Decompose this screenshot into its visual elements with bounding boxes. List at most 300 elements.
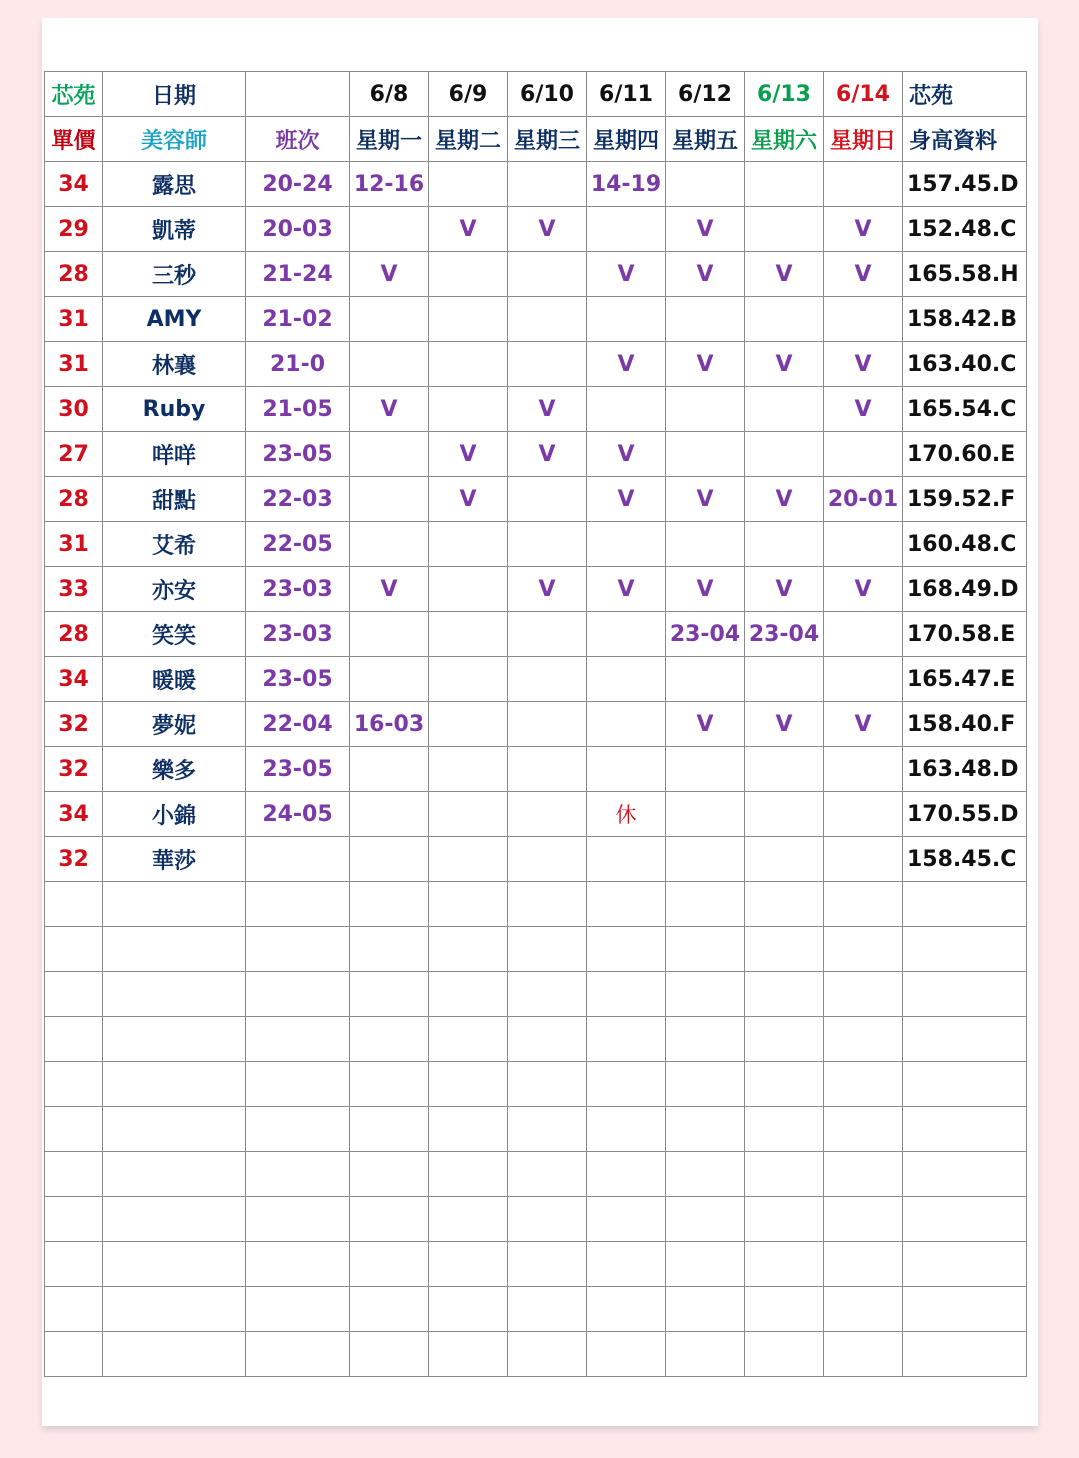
price-cell: 34 bbox=[45, 162, 103, 207]
staff-name-cell: 小錦 bbox=[103, 792, 246, 837]
body-data-cell: 170.58.E bbox=[903, 612, 1027, 657]
empty-cell bbox=[666, 882, 745, 927]
staff-name-cell: 暖暖 bbox=[103, 657, 246, 702]
schedule-day-cell bbox=[508, 522, 587, 567]
shift-cell: 20-24 bbox=[246, 162, 350, 207]
empty-cell bbox=[350, 1332, 429, 1377]
schedule-day-cell bbox=[587, 207, 666, 252]
staff-name-cell: AMY bbox=[103, 297, 246, 342]
schedule-day-cell: 14-19 bbox=[587, 162, 666, 207]
schedule-day-cell bbox=[429, 657, 508, 702]
schedule-day-cell bbox=[824, 432, 903, 477]
empty-cell bbox=[587, 927, 666, 972]
schedule-day-cell bbox=[429, 837, 508, 882]
price-cell: 31 bbox=[45, 522, 103, 567]
schedule-day-cell bbox=[666, 162, 745, 207]
empty-cell bbox=[666, 1332, 745, 1377]
schedule-day-cell bbox=[824, 837, 903, 882]
staff-row bbox=[45, 657, 1027, 702]
empty-cell bbox=[666, 1287, 745, 1332]
empty-cell bbox=[103, 882, 246, 927]
body-data-cell: 158.40.F bbox=[903, 702, 1027, 747]
empty-cell bbox=[45, 927, 103, 972]
schedule-day-cell bbox=[429, 792, 508, 837]
body-data-cell: 163.48.D bbox=[903, 747, 1027, 792]
staff-row bbox=[45, 342, 1027, 387]
empty-cell bbox=[903, 1287, 1027, 1332]
price-cell: 31 bbox=[45, 297, 103, 342]
empty-cell bbox=[508, 1197, 587, 1242]
schedule-day-cell: V bbox=[666, 477, 745, 522]
staff-name-cell: Ruby bbox=[103, 387, 246, 432]
schedule-day-cell bbox=[587, 387, 666, 432]
schedule-day-cell bbox=[587, 297, 666, 342]
empty-cell bbox=[103, 1107, 246, 1152]
schedule-day-cell bbox=[824, 522, 903, 567]
schedule-day-cell: V bbox=[824, 207, 903, 252]
schedule-day-cell: V bbox=[745, 702, 824, 747]
price-cell: 32 bbox=[45, 702, 103, 747]
empty-cell bbox=[429, 1152, 508, 1197]
weekday-header-sun: 星期日 bbox=[824, 117, 903, 162]
body-data-cell: 168.49.D bbox=[903, 567, 1027, 612]
staff-name-cell: 甜點 bbox=[103, 477, 246, 522]
price-cell: 34 bbox=[45, 657, 103, 702]
price-cell: 27 bbox=[45, 432, 103, 477]
schedule-day-cell bbox=[508, 252, 587, 297]
schedule-day-cell: V bbox=[824, 702, 903, 747]
staff-row bbox=[45, 567, 1027, 612]
schedule-day-cell bbox=[429, 297, 508, 342]
empty-cell bbox=[45, 1197, 103, 1242]
empty-cell bbox=[103, 1242, 246, 1287]
staff-column-label: 美容師 bbox=[103, 117, 246, 162]
staff-name-cell: 夢妮 bbox=[103, 702, 246, 747]
date-header-mon: 6/8 bbox=[350, 72, 429, 117]
schedule-sheet bbox=[42, 18, 1038, 1426]
shift-cell: 24-05 bbox=[246, 792, 350, 837]
schedule-day-cell bbox=[666, 522, 745, 567]
schedule-day-cell: 12-16 bbox=[350, 162, 429, 207]
schedule-day-cell bbox=[824, 792, 903, 837]
schedule-day-cell bbox=[350, 432, 429, 477]
shift-column-label: 班次 bbox=[246, 117, 350, 162]
empty-cell bbox=[587, 1287, 666, 1332]
empty-cell bbox=[666, 927, 745, 972]
schedule-day-cell bbox=[429, 342, 508, 387]
empty-cell bbox=[745, 1107, 824, 1152]
price-cell: 30 bbox=[45, 387, 103, 432]
schedule-day-cell bbox=[350, 207, 429, 252]
staff-name-cell: 咩咩 bbox=[103, 432, 246, 477]
schedule-day-cell bbox=[587, 657, 666, 702]
empty-cell bbox=[903, 1107, 1027, 1152]
schedule-day-cell bbox=[824, 612, 903, 657]
empty-cell bbox=[745, 1332, 824, 1377]
schedule-day-cell bbox=[745, 657, 824, 702]
schedule-day-cell bbox=[508, 837, 587, 882]
date-column-label: 日期 bbox=[103, 72, 246, 117]
empty-cell bbox=[246, 1197, 350, 1242]
empty-cell bbox=[45, 972, 103, 1017]
empty-cell bbox=[45, 1287, 103, 1332]
schedule-day-cell bbox=[429, 612, 508, 657]
body-data-cell: 165.58.H bbox=[903, 252, 1027, 297]
empty-cell bbox=[824, 1107, 903, 1152]
empty-cell bbox=[666, 972, 745, 1017]
empty-cell bbox=[745, 882, 824, 927]
weekday-header-fri: 星期五 bbox=[666, 117, 745, 162]
empty-cell bbox=[745, 1242, 824, 1287]
schedule-day-cell: 23-04 bbox=[745, 612, 824, 657]
staff-row bbox=[45, 747, 1027, 792]
schedule-day-cell: V bbox=[666, 342, 745, 387]
staff-name-cell: 樂多 bbox=[103, 747, 246, 792]
empty-cell bbox=[246, 1287, 350, 1332]
empty-cell bbox=[350, 1107, 429, 1152]
empty-cell bbox=[246, 1017, 350, 1062]
empty-cell bbox=[666, 1152, 745, 1197]
schedule-day-cell: V bbox=[587, 477, 666, 522]
empty-cell bbox=[350, 972, 429, 1017]
schedule-day-cell bbox=[350, 837, 429, 882]
shift-cell: 23-03 bbox=[246, 612, 350, 657]
empty-cell bbox=[246, 1242, 350, 1287]
empty-row bbox=[45, 1287, 1027, 1332]
schedule-day-cell bbox=[745, 792, 824, 837]
empty-cell bbox=[745, 1062, 824, 1107]
header-blank-cell bbox=[246, 72, 350, 117]
empty-cell bbox=[350, 927, 429, 972]
staff-row bbox=[45, 702, 1027, 747]
staff-row bbox=[45, 522, 1027, 567]
schedule-day-cell: V bbox=[666, 567, 745, 612]
empty-row bbox=[45, 882, 1027, 927]
schedule-day-cell bbox=[666, 432, 745, 477]
schedule-day-cell bbox=[429, 702, 508, 747]
schedule-day-cell bbox=[350, 297, 429, 342]
schedule-day-cell bbox=[587, 612, 666, 657]
empty-cell bbox=[103, 1062, 246, 1107]
empty-row bbox=[45, 1062, 1027, 1107]
empty-cell bbox=[903, 1242, 1027, 1287]
shift-cell: 21-24 bbox=[246, 252, 350, 297]
shift-cell: 22-04 bbox=[246, 702, 350, 747]
empty-cell bbox=[824, 882, 903, 927]
shift-cell: 21-0 bbox=[246, 342, 350, 387]
schedule-day-cell bbox=[587, 747, 666, 792]
schedule-day-cell: V bbox=[745, 252, 824, 297]
schedule-day-cell: V bbox=[350, 252, 429, 297]
empty-cell bbox=[903, 927, 1027, 972]
empty-cell bbox=[429, 882, 508, 927]
schedule-day-cell: V bbox=[350, 567, 429, 612]
schedule-day-cell bbox=[429, 252, 508, 297]
shift-cell: 20-03 bbox=[246, 207, 350, 252]
schedule-day-cell: V bbox=[508, 567, 587, 612]
weekday-header-thu: 星期四 bbox=[587, 117, 666, 162]
staff-row bbox=[45, 792, 1027, 837]
staff-row bbox=[45, 297, 1027, 342]
empty-cell bbox=[824, 972, 903, 1017]
schedule-day-cell bbox=[824, 297, 903, 342]
empty-cell bbox=[903, 1332, 1027, 1377]
staff-name-cell: 凱蒂 bbox=[103, 207, 246, 252]
schedule-day-cell: V bbox=[824, 567, 903, 612]
schedule-day-cell bbox=[745, 297, 824, 342]
schedule-day-cell: V bbox=[745, 567, 824, 612]
shift-cell: 23-05 bbox=[246, 747, 350, 792]
schedule-day-cell: V bbox=[666, 252, 745, 297]
empty-cell bbox=[745, 1197, 824, 1242]
staff-row bbox=[45, 207, 1027, 252]
empty-cell bbox=[103, 1017, 246, 1062]
staff-row bbox=[45, 387, 1027, 432]
staff-name-cell: 笑笑 bbox=[103, 612, 246, 657]
staff-name-cell: 亦安 bbox=[103, 567, 246, 612]
schedule-day-cell bbox=[508, 477, 587, 522]
empty-cell bbox=[824, 1197, 903, 1242]
price-cell: 28 bbox=[45, 477, 103, 522]
empty-cell bbox=[508, 1332, 587, 1377]
body-data-cell: 170.60.E bbox=[903, 432, 1027, 477]
schedule-day-cell bbox=[350, 747, 429, 792]
empty-cell bbox=[429, 1017, 508, 1062]
shift-cell: 22-03 bbox=[246, 477, 350, 522]
empty-cell bbox=[45, 1017, 103, 1062]
schedule-table bbox=[44, 71, 1027, 1377]
empty-cell bbox=[587, 1017, 666, 1062]
schedule-day-cell bbox=[508, 612, 587, 657]
empty-cell bbox=[246, 927, 350, 972]
empty-cell bbox=[587, 1107, 666, 1152]
staff-name-cell: 三秒 bbox=[103, 252, 246, 297]
schedule-day-cell: V bbox=[745, 342, 824, 387]
date-header-sat: 6/13 bbox=[745, 72, 824, 117]
empty-cell bbox=[246, 1107, 350, 1152]
price-cell: 28 bbox=[45, 252, 103, 297]
empty-cell bbox=[429, 1287, 508, 1332]
empty-cell bbox=[903, 1197, 1027, 1242]
date-header-thu: 6/11 bbox=[587, 72, 666, 117]
price-column-label: 單價 bbox=[45, 117, 103, 162]
schedule-day-cell bbox=[429, 522, 508, 567]
schedule-day-cell bbox=[666, 837, 745, 882]
schedule-day-cell: V bbox=[429, 207, 508, 252]
schedule-day-cell: V bbox=[666, 702, 745, 747]
empty-cell bbox=[246, 1062, 350, 1107]
body-data-cell: 170.55.D bbox=[903, 792, 1027, 837]
empty-cell bbox=[903, 972, 1027, 1017]
schedule-day-cell bbox=[350, 342, 429, 387]
price-cell: 33 bbox=[45, 567, 103, 612]
schedule-day-cell: 16-03 bbox=[350, 702, 429, 747]
weekday-header-tue: 星期二 bbox=[429, 117, 508, 162]
empty-row bbox=[45, 1107, 1027, 1152]
schedule-day-cell bbox=[350, 612, 429, 657]
empty-cell bbox=[103, 1332, 246, 1377]
price-cell: 29 bbox=[45, 207, 103, 252]
schedule-day-cell bbox=[350, 477, 429, 522]
date-header-wed: 6/10 bbox=[508, 72, 587, 117]
price-cell: 31 bbox=[45, 342, 103, 387]
body-data-cell: 158.45.C bbox=[903, 837, 1027, 882]
empty-cell bbox=[429, 1062, 508, 1107]
empty-row bbox=[45, 1152, 1027, 1197]
empty-cell bbox=[429, 1107, 508, 1152]
schedule-day-cell bbox=[666, 297, 745, 342]
empty-cell bbox=[429, 972, 508, 1017]
empty-cell bbox=[824, 1017, 903, 1062]
schedule-day-cell bbox=[745, 387, 824, 432]
staff-row bbox=[45, 432, 1027, 477]
staff-name-cell: 艾希 bbox=[103, 522, 246, 567]
empty-cell bbox=[350, 1242, 429, 1287]
date-header-fri: 6/12 bbox=[666, 72, 745, 117]
staff-row bbox=[45, 612, 1027, 657]
schedule-day-cell bbox=[745, 432, 824, 477]
empty-cell bbox=[587, 1152, 666, 1197]
schedule-day-cell: V bbox=[429, 477, 508, 522]
schedule-day-cell bbox=[666, 657, 745, 702]
empty-cell bbox=[587, 1197, 666, 1242]
schedule-day-cell bbox=[508, 657, 587, 702]
empty-cell bbox=[824, 927, 903, 972]
empty-cell bbox=[508, 1287, 587, 1332]
schedule-day-cell bbox=[587, 702, 666, 747]
empty-cell bbox=[429, 1332, 508, 1377]
empty-cell bbox=[429, 927, 508, 972]
empty-cell bbox=[103, 1197, 246, 1242]
body-data-cell: 160.48.C bbox=[903, 522, 1027, 567]
staff-row bbox=[45, 837, 1027, 882]
schedule-day-cell: V bbox=[745, 477, 824, 522]
shift-cell: 23-03 bbox=[246, 567, 350, 612]
empty-cell bbox=[587, 972, 666, 1017]
empty-cell bbox=[666, 1062, 745, 1107]
date-header-tue: 6/9 bbox=[429, 72, 508, 117]
empty-cell bbox=[903, 882, 1027, 927]
schedule-day-cell bbox=[508, 162, 587, 207]
body-data-cell: 163.40.C bbox=[903, 342, 1027, 387]
staff-row bbox=[45, 162, 1027, 207]
empty-cell bbox=[508, 1062, 587, 1107]
schedule-day-cell: V bbox=[587, 252, 666, 297]
empty-cell bbox=[508, 1152, 587, 1197]
body-data-cell: 158.42.B bbox=[903, 297, 1027, 342]
empty-cell bbox=[587, 882, 666, 927]
schedule-day-cell bbox=[824, 162, 903, 207]
empty-cell bbox=[666, 1197, 745, 1242]
empty-row bbox=[45, 972, 1027, 1017]
empty-cell bbox=[103, 1152, 246, 1197]
schedule-day-cell bbox=[666, 747, 745, 792]
schedule-day-cell bbox=[429, 387, 508, 432]
header-row-weekdays bbox=[45, 117, 1027, 162]
empty-cell bbox=[350, 1062, 429, 1107]
empty-cell bbox=[45, 1242, 103, 1287]
schedule-day-cell: V bbox=[429, 432, 508, 477]
schedule-day-cell bbox=[508, 342, 587, 387]
weekday-header-wed: 星期三 bbox=[508, 117, 587, 162]
body-data-cell: 165.47.E bbox=[903, 657, 1027, 702]
empty-cell bbox=[508, 882, 587, 927]
empty-cell bbox=[508, 972, 587, 1017]
price-cell: 32 bbox=[45, 837, 103, 882]
schedule-day-cell: V bbox=[587, 567, 666, 612]
empty-cell bbox=[246, 1152, 350, 1197]
schedule-day-cell bbox=[824, 747, 903, 792]
empty-cell bbox=[903, 1152, 1027, 1197]
staff-name-cell: 林襄 bbox=[103, 342, 246, 387]
schedule-day-cell bbox=[508, 702, 587, 747]
price-cell: 32 bbox=[45, 747, 103, 792]
empty-cell bbox=[824, 1332, 903, 1377]
empty-cell bbox=[824, 1287, 903, 1332]
shift-cell: 23-05 bbox=[246, 657, 350, 702]
empty-cell bbox=[903, 1017, 1027, 1062]
empty-cell bbox=[429, 1197, 508, 1242]
shift-cell: 21-02 bbox=[246, 297, 350, 342]
empty-cell bbox=[824, 1062, 903, 1107]
empty-cell bbox=[903, 1062, 1027, 1107]
body-data-column-label: 身高資料 bbox=[903, 117, 1027, 162]
empty-cell bbox=[350, 1197, 429, 1242]
empty-cell bbox=[429, 1242, 508, 1287]
staff-row bbox=[45, 477, 1027, 522]
date-header-sun: 6/14 bbox=[824, 72, 903, 117]
empty-cell bbox=[45, 1062, 103, 1107]
schedule-day-cell: V bbox=[508, 432, 587, 477]
schedule-day-cell bbox=[350, 657, 429, 702]
empty-row bbox=[45, 1332, 1027, 1377]
schedule-day-cell bbox=[350, 522, 429, 567]
body-data-cell: 159.52.F bbox=[903, 477, 1027, 522]
empty-cell bbox=[745, 972, 824, 1017]
schedule-day-cell bbox=[745, 837, 824, 882]
empty-cell bbox=[666, 1107, 745, 1152]
day-off-cell: 休 bbox=[587, 792, 666, 837]
schedule-day-cell bbox=[745, 522, 824, 567]
staff-name-cell: 華莎 bbox=[103, 837, 246, 882]
schedule-day-cell bbox=[824, 657, 903, 702]
weekday-header-mon: 星期一 bbox=[350, 117, 429, 162]
empty-cell bbox=[350, 1287, 429, 1332]
empty-cell bbox=[45, 1107, 103, 1152]
schedule-day-cell bbox=[508, 792, 587, 837]
empty-cell bbox=[246, 972, 350, 1017]
empty-row bbox=[45, 927, 1027, 972]
body-data-cell: 152.48.C bbox=[903, 207, 1027, 252]
empty-cell bbox=[587, 1242, 666, 1287]
schedule-day-cell: V bbox=[508, 207, 587, 252]
empty-cell bbox=[745, 1287, 824, 1332]
staff-row bbox=[45, 252, 1027, 297]
empty-cell bbox=[246, 882, 350, 927]
staff-name-cell: 露思 bbox=[103, 162, 246, 207]
empty-cell bbox=[246, 1332, 350, 1377]
schedule-day-cell bbox=[666, 387, 745, 432]
brand-right-label: 芯苑 bbox=[903, 72, 1027, 117]
schedule-day-cell: V bbox=[350, 387, 429, 432]
empty-cell bbox=[350, 882, 429, 927]
empty-cell bbox=[45, 1152, 103, 1197]
schedule-day-cell bbox=[745, 747, 824, 792]
empty-row bbox=[45, 1242, 1027, 1287]
empty-cell bbox=[587, 1332, 666, 1377]
schedule-day-cell bbox=[587, 522, 666, 567]
schedule-day-cell: V bbox=[587, 432, 666, 477]
